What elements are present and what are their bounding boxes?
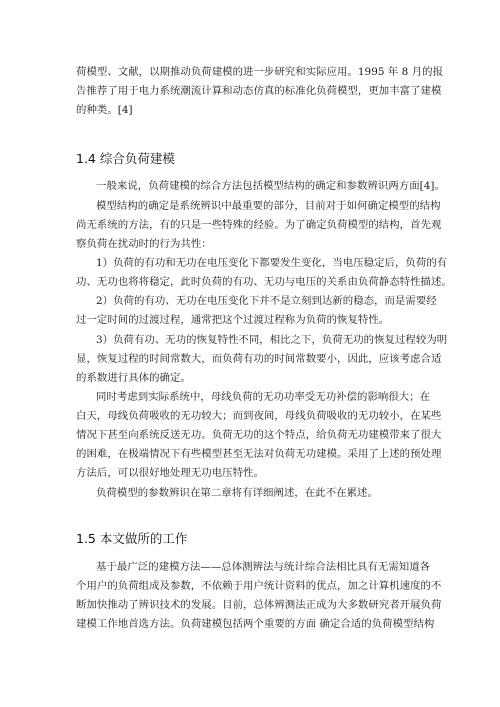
- text-line: 的种类。[4]: [76, 104, 133, 116]
- text-line: 基于最广泛的建模方法——总体测辨法与统计综合法相比具有无需知道各: [96, 561, 431, 573]
- text-line: 显，恢复过程的时间常数大，而负荷有功的时间常数要小，因此，应该考虑合适: [76, 353, 442, 365]
- text-line: 断加快推动了辨识技术的发展。目前，总体辨测法正成为大多数研究者开展负荷: [76, 599, 442, 611]
- text-line: 同时考虑到实际系统中，母线负荷的无功功率受无功补偿的影响很大；在: [96, 391, 431, 403]
- text-line: 荷模型、文献，以期推动负荷建模的进一步研究和实际应用。1995 年 8 月的报: [76, 66, 444, 78]
- section-heading: 1.5 本文做所的工作: [76, 531, 188, 546]
- text-line: 2）负荷的有功、无功在电压变化下并不是立刻到达新的稳态，而是需要经: [96, 295, 437, 307]
- text-line: 模型结构的确定是系统辨识中最重要的部分，目前对于如何确定模型的结构: [96, 200, 441, 212]
- text-line: 一般来说，负荷建模的综合方法包括模型结构的确定和参数辨识两方面[4]。: [96, 180, 445, 192]
- text-line: 情况下甚至向系统反送无功。负荷无功的这个特点，给负荷无功建模带来了很大: [76, 429, 442, 441]
- text-line: 功、无功也将将稳定，此时负荷的有功、无功与电压的关系由负荷静态特性描述。: [76, 276, 452, 288]
- text-line: 尚无系统的方法，有的只是一些特殊的经验。为了确定负荷模型的结构，首先观: [76, 219, 442, 231]
- text-line: 察负荷在扰动时的行为共性：: [76, 238, 212, 250]
- section-heading: 1.4 综合负荷建模: [76, 151, 175, 166]
- text-line: 建模工作地首选方法。负荷建模包括两个重要的方面 确定合适的负荷模型结构: [76, 618, 435, 630]
- text-line: 告推荐了用于电力系统潮流计算和动态仿真的标准化负荷模型，更加丰富了建模: [76, 85, 442, 97]
- text-line: 3）负荷有功、无功的恢复特性不同，相比之下，负荷无功的恢复过程较为明: [96, 334, 448, 346]
- text-line: 的困难，在极端情况下有些模型甚至无法对负荷无功建模。采用了上述的预处理: [76, 448, 442, 460]
- text-line: 负荷模型的参数辨识在第二章将有详细阐述，在此不在累述。: [96, 487, 378, 499]
- text-line: 的系数进行具体的确定。: [76, 372, 191, 384]
- text-line: 方法后，可以很好地处理无功电压特性。: [76, 467, 264, 479]
- text-line: 过一定时间的过渡过程，通常把这个过渡过程称为负荷的恢复特性。: [76, 314, 390, 326]
- text-line: 1）负荷的有功和无功在电压变化下都要发生变化，当电压稳定后，负荷的有: [96, 257, 448, 269]
- text-line: 白天，母线负荷吸收的无功较大；而到夜间，母线负荷吸收的无功较小，在某些: [76, 410, 442, 422]
- text-line: 个用户的负荷组成及参数，不依赖于用户统计资料的优点，加之计算机速度的不: [76, 580, 442, 592]
